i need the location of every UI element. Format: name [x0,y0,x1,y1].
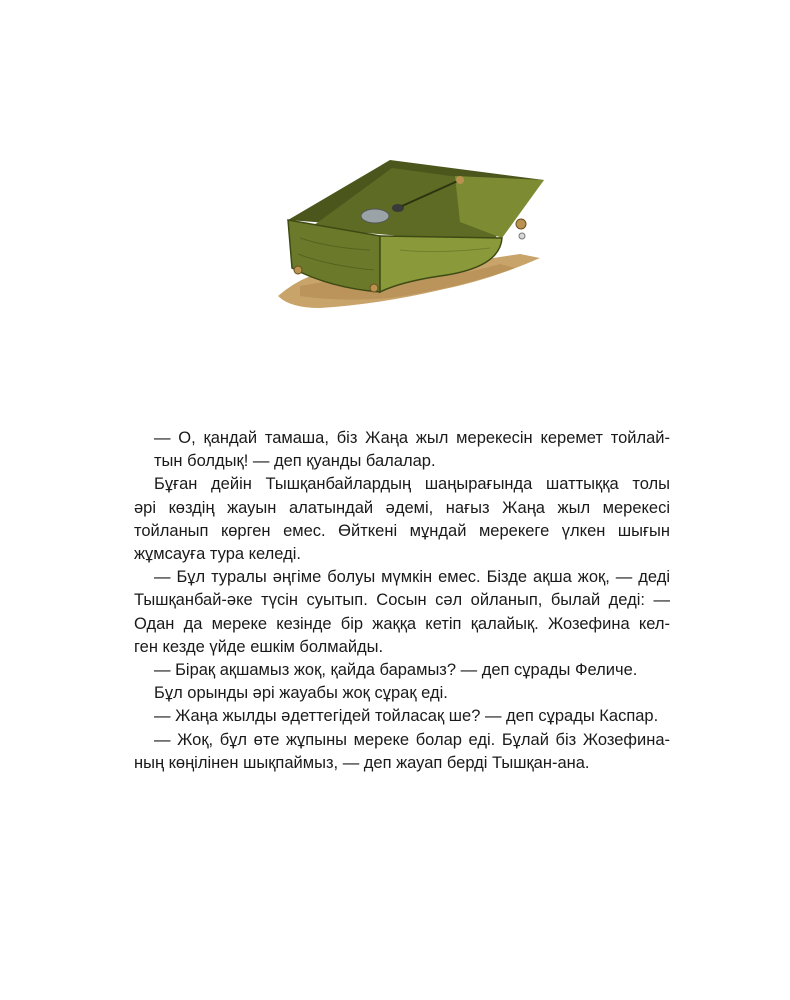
text-line: жұмсауға тура келеді. [134,545,301,564]
paragraph-3 [134,566,670,659]
text-line: — Жоқ, бұл өте жұпыны мереке болар еді. Бұлай біз Жозефина- [154,730,670,749]
paragraph-6 [134,705,670,728]
paragraph-5 [134,682,670,705]
text-line: — Жаңа жылды әдеттегідей тойласақ ше? — деп сұрады Каспар. [154,707,659,726]
paragraph-4 [134,659,670,682]
text-line: — Бұл туралы әңгіме болуы мүмкін емес. Бізде ақша жоқ, — деді [154,568,670,587]
text-line: Одан да мереке кезінде бір жаққа кетіп қалайық. Жозефина кел- [134,614,670,633]
text-line: Бұл орынды әрі жауабы жоқ сұрақ еді. [154,684,448,703]
text-line: тойланып көрген емес. Өйткені мұндай мерекеге үлкен шығын [134,521,670,540]
paragraph-7 [134,729,670,775]
text-line: ген кезде үйде ешкім болмайды. [134,637,384,656]
text-line: Бұған дейін Тышқанбайлардың шаңырағында шаттыққа толы [154,475,670,494]
sled-box-icon [270,158,555,308]
text-line: әрі көздің жауын алатындай әдемі, нағыз Жаңа жыл мерекесі [134,498,670,517]
text-line: — О, қандай тамаша, біз Жаңа жыл мерекесін керемет тойлай- [154,429,670,447]
text-line: Тышқанбай-әке түсін суытып. Сосын сәл ойланып, былай деді: — [134,591,670,610]
text-line: тын болдық! — деп қуанды балалар. [154,452,436,471]
paragraph-1 [134,427,670,473]
story-text [134,427,670,775]
paragraph-2 [134,473,670,566]
text-line: ның көңілінен шықпаймыз, — деп жауап берді Тышқан-ана. [134,753,590,772]
text-line: — Бірақ ақшамыз жоқ, қайда барамыз? — деп сұрады Феличе. [154,661,638,680]
sled-box-illustration [270,158,555,308]
